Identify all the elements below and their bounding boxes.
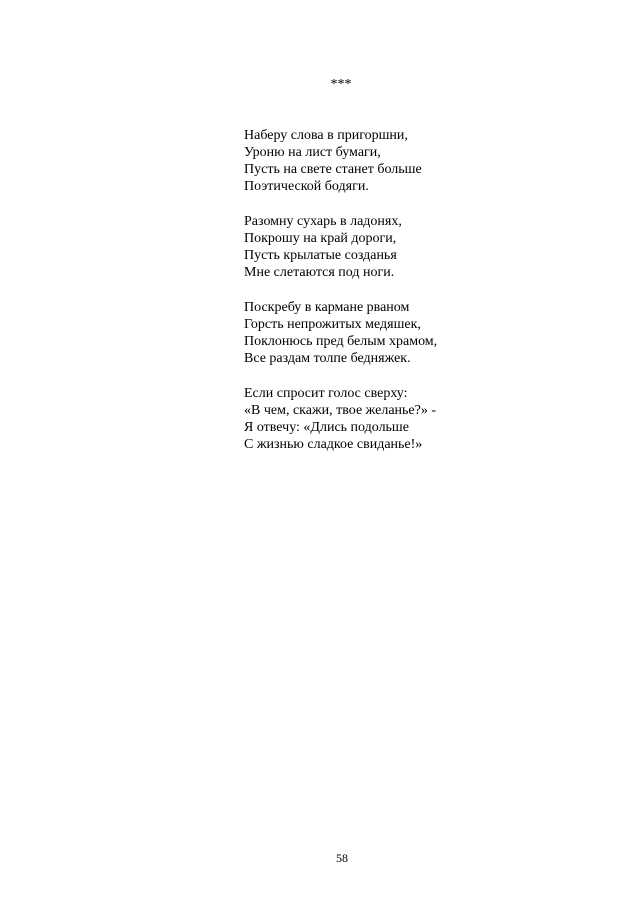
poem-line: Все раздам толпе бедняжек. <box>244 351 411 366</box>
poem-line: Пусть крылатые созданья <box>244 248 397 263</box>
poem-line: «В чем, скажи, твое желанье?» - <box>244 403 437 418</box>
poem-line: С жизнью сладкое свиданье!» <box>244 437 423 452</box>
poem-line: Поскребу в кармане рваном <box>244 300 410 315</box>
poem-line: Если спросит голос сверху: <box>244 386 408 401</box>
stanza <box>244 213 544 281</box>
poem-line: Я отвечу: «Длись подольше <box>244 420 409 435</box>
poem-line: Наберу слова в пригоршни, <box>244 128 408 143</box>
poem-line: Мне слетаются под ноги. <box>244 265 395 280</box>
poem-body <box>244 127 544 471</box>
stanza <box>244 299 544 367</box>
stanza <box>244 127 544 195</box>
page-number: 58 <box>336 851 348 865</box>
poem-line: Пусть на свете станет больше <box>244 162 422 177</box>
poem-line: Поэтической бодяги. <box>244 179 369 194</box>
poem-line: Разомну сухарь в ладонях, <box>244 214 402 229</box>
poem-title: *** <box>330 77 352 92</box>
stanza <box>244 385 544 453</box>
poem-line: Покрошу на край дороги, <box>244 231 397 246</box>
poem-line: Поклонюсь пред белым храмом, <box>244 334 438 349</box>
poem-line: Уроню на лист бумаги, <box>244 145 381 160</box>
poem-line: Горсть непрожитых медяшек, <box>244 317 421 332</box>
